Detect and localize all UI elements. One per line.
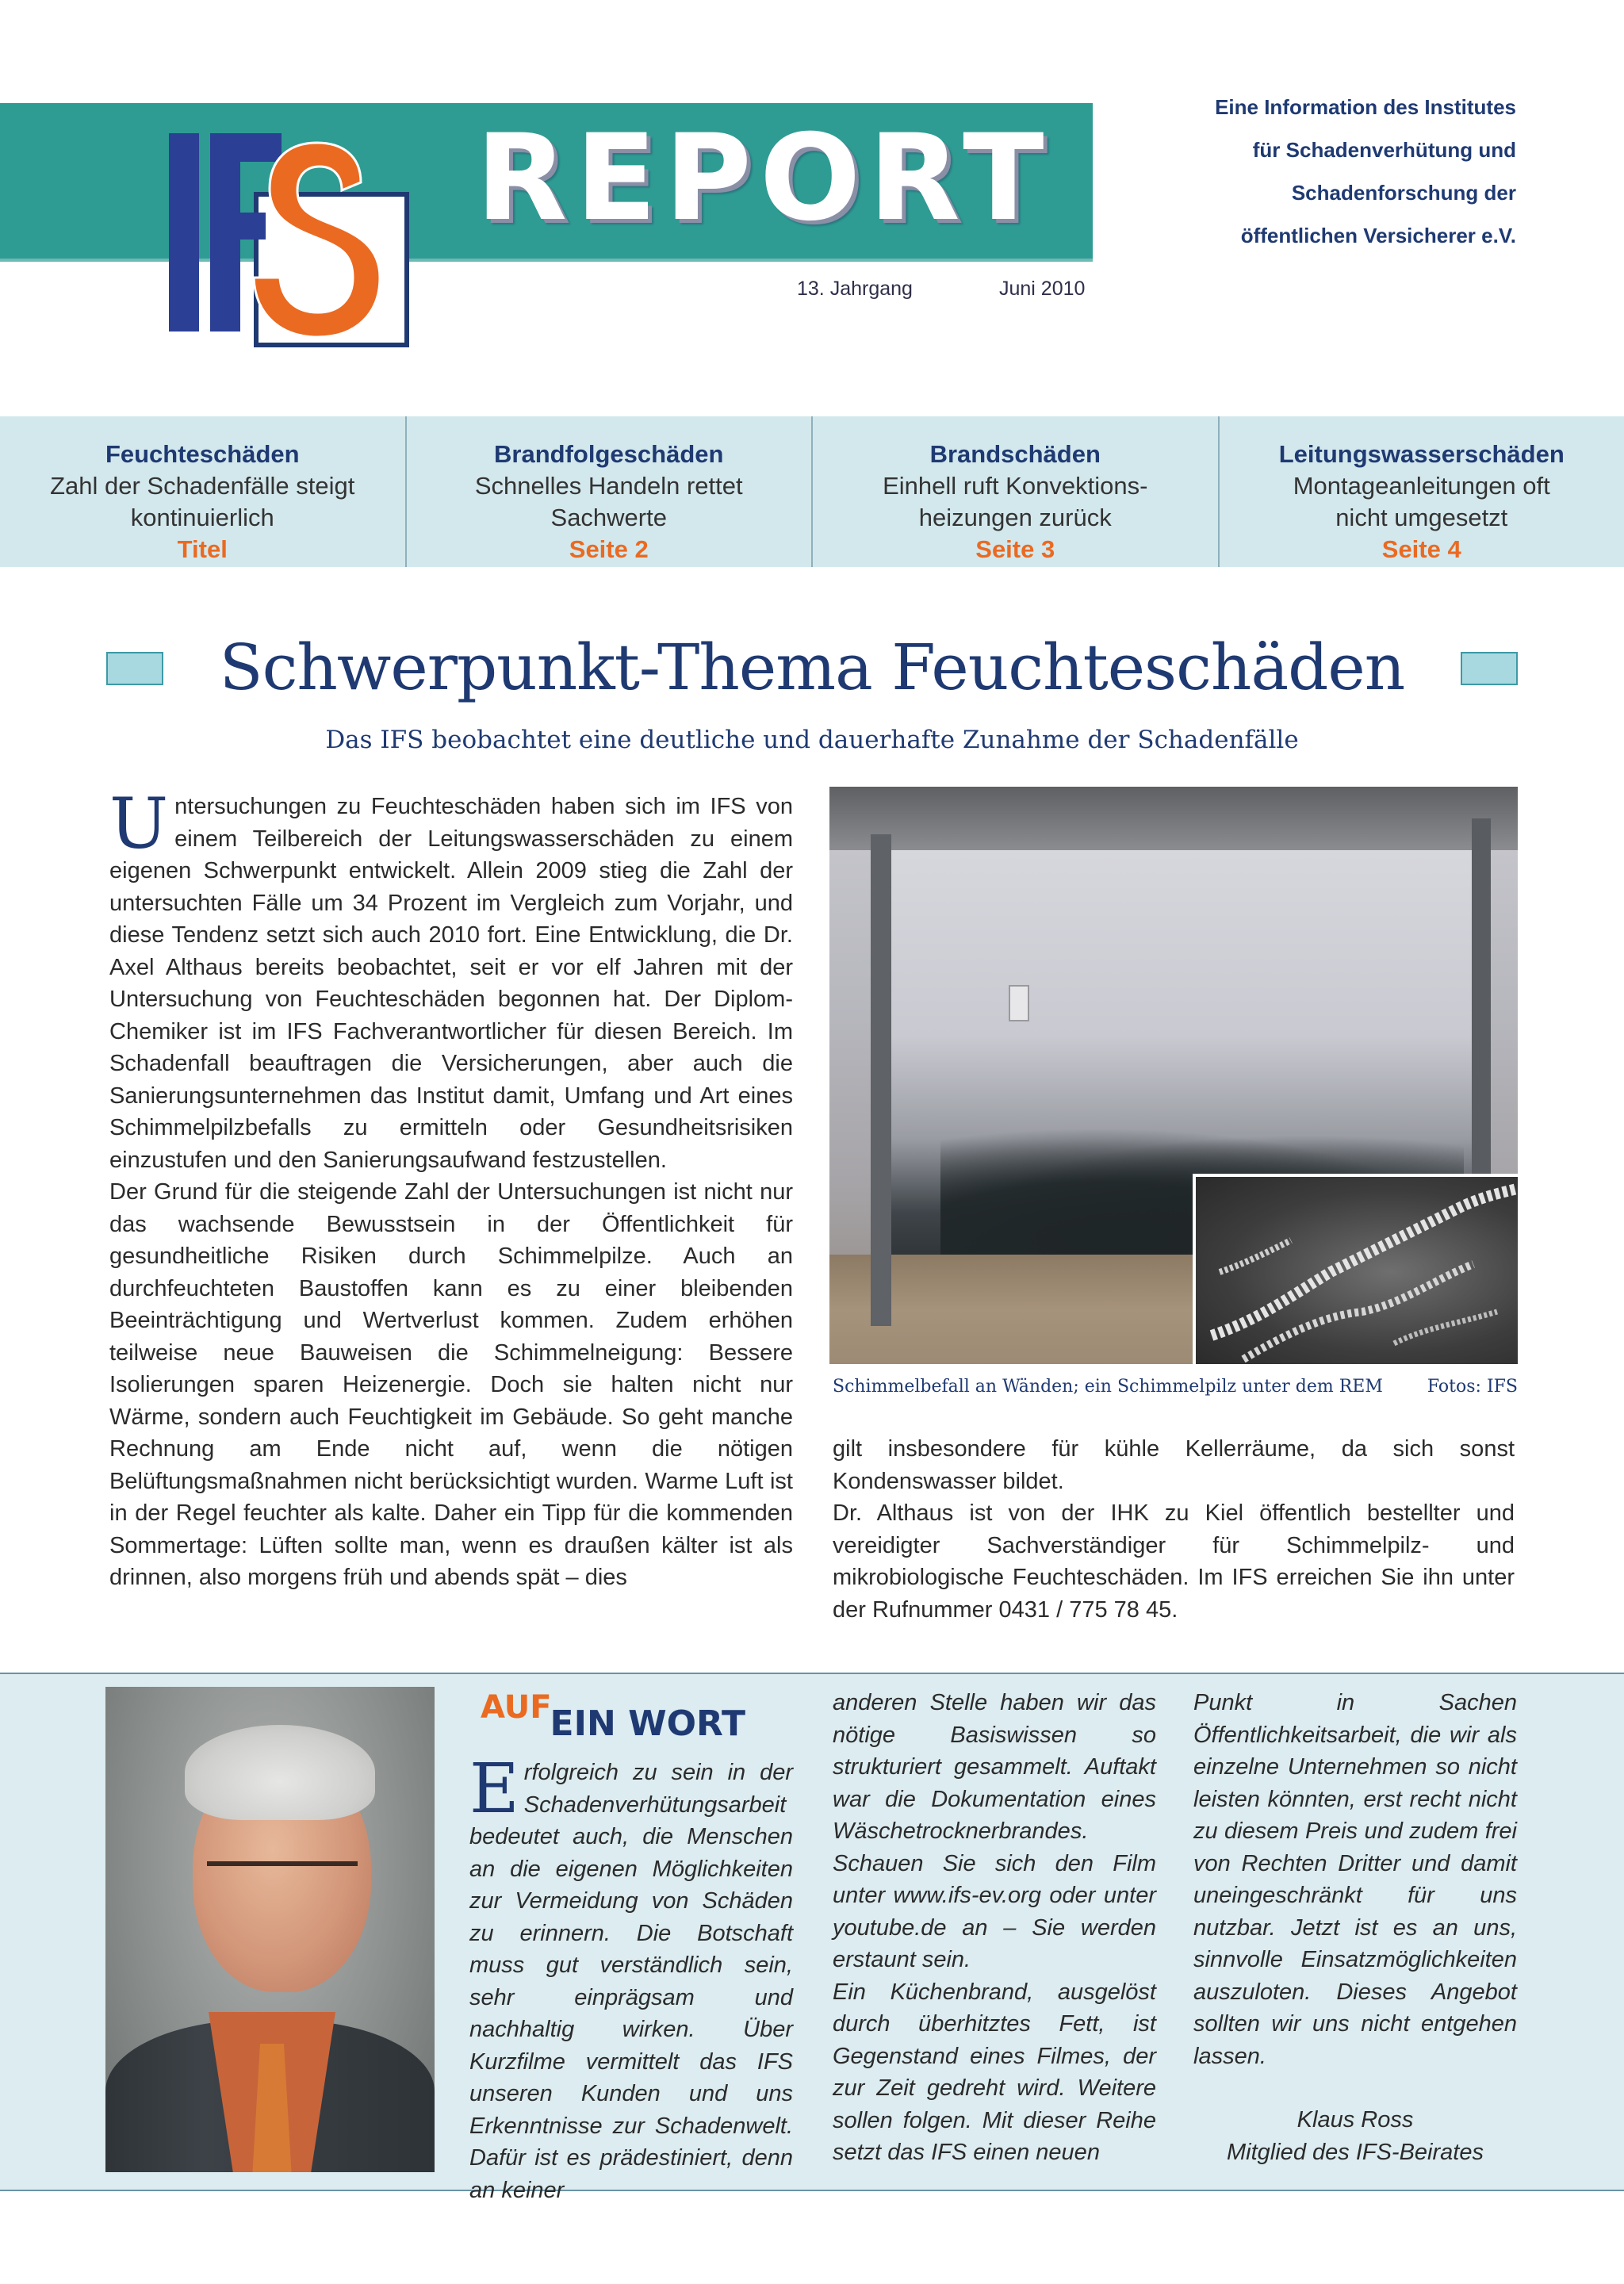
editorial-column-3 bbox=[1193, 1687, 1517, 2168]
teaser-bar bbox=[0, 416, 1624, 567]
teaser-title: Feuchteschäden bbox=[105, 440, 300, 468]
teaser-text: Einhell ruft Konvektions- bbox=[883, 472, 1148, 500]
author-signature bbox=[1193, 2104, 1517, 2168]
publisher-line: Eine Information des Institutes bbox=[1215, 95, 1516, 119]
teaser-title: Brandschäden bbox=[929, 440, 1101, 468]
publisher-line: für Schadenverhütung und bbox=[1252, 138, 1516, 162]
editorial-paragraph bbox=[469, 1749, 793, 2206]
article-paragraph: Der Grund für die steigende Zahl der Untersuchungen ist nicht nur das wachsende Bewusstsein in der Öffentlichkeit für gesundheitliche Risiken durch Schimmelpilze. Auch an durchfeuchteten Baustoffen kann es zu einer bleibenden Beeinträchtigung und Wertverlust kommen. Zudem erhöhen teilweise neue Bauweisen die Schimmelneigung: Bessere Isolierungen sparen Heizenergie. Doch sie halten nicht nur Wärme, sondern auch Feuchtigkeit im Gebäude. So geht manche Rechnung am Ende nicht auf, wenn die nötigen Belüftungsmaßnahmen nicht berücksichtigt wurden. Warme Luft ist in der Regel feuchter als kalte. Daher ein Tipp für die kommenden Sommertage: Lüften sollte man, wenn es draußen kälter ist als drinnen, also morgens früh und abends spät – dies bbox=[109, 1179, 793, 1590]
editorial-paragraph: Ein Küchenbrand, ausgelöst durch überhitztes Fett, ist Gegenstand eines Filmes, der zur Zeit gedreht wird. Weitere sollen folgen. Mit dieser Reihe setzt das IFS einen neuen bbox=[833, 1979, 1156, 2165]
photo-caption: Schimmelbefall an Wänden; ein Schimmelpilz unter dem REM bbox=[833, 1377, 1383, 1397]
photo-post bbox=[871, 834, 891, 1326]
teaser-item[interactable] bbox=[811, 416, 1218, 567]
teaser-title: Leitungswasserschäden bbox=[1278, 440, 1565, 468]
mold-photo bbox=[829, 787, 1518, 1364]
teaser-text: Montageanleitungen oft bbox=[1293, 472, 1550, 500]
editorial-paragraph: anderen Stelle haben wir das nötige Basiswissen so strukturiert gesammelt. Auftakt war die Dokumentation eines Wäschetrocknerbrandes. Schauen Sie sich den Film unter www.ifs-ev.org oder unter youtube.de an – Sie werden erstaunt sein. bbox=[833, 1690, 1156, 1972]
editorial-paragraph: Punkt in Sachen Öffentlichkeitsarbeit, die wir als einzelne Unternehmen so nicht leisten könnten, erst recht nicht zu diesem Preis und zudem frei von Rechten Dritter und damit uneingeschränkt für uns nutzbar. Jetzt ist es an uns, sinnvolle Einsatzmöglichkeiten auszuloten. Dieses Angebot sollten wir uns nicht entgehen lassen. bbox=[1193, 1690, 1517, 2069]
page-subtitle: Das IFS beobachtet eine deutliche und dauerhafte Zunahme der Schadenfälle bbox=[325, 726, 1299, 754]
article-column-left bbox=[109, 783, 793, 1594]
article-paragraph bbox=[109, 783, 793, 1176]
ifs-logo bbox=[163, 119, 448, 357]
drop-cap: E bbox=[469, 1749, 519, 1829]
column-label-bottom: EIN WORT bbox=[550, 1703, 745, 1744]
teaser-text: Sachwerte bbox=[550, 504, 667, 531]
teaser-text: Schnelles Handeln rettet bbox=[474, 472, 743, 500]
teaser-text: Zahl der Schadenfälle steigt bbox=[50, 472, 355, 500]
article-column-right bbox=[833, 1433, 1515, 1626]
column-label bbox=[481, 1689, 745, 1744]
issue-date: Juni 2010 bbox=[999, 278, 1086, 300]
teaser-page: Titel bbox=[177, 535, 228, 563]
report-title: REPORT bbox=[476, 109, 1052, 247]
publisher-line: öffentlichen Versicherer e.V. bbox=[1240, 224, 1516, 247]
article-paragraph: Dr. Althaus ist von der IHK zu Kiel öffentlich bestellter und vereidigter Sachverständiger für Schimmelpilz- und mikrobiologische Feuchteschäden. Im IFS erreichen Sie ihn unter der Rufnummer 0431 / 775 78 45. bbox=[833, 1500, 1515, 1623]
portrait-hair bbox=[185, 1725, 375, 1820]
paragraph-text: ntersuchungen zu Feuchteschäden haben sich im IFS von einem Teilbereich der Leitungswasserschäden zu einem eigenen Schwerpunkt entwickelt. Allein 2009 stieg die Zahl der untersuchten Fälle um 34 Prozent im Vergleich zum Vorjahr, und diese Tendenz setzt sich auch 2010 fort. Eine Entwicklung, die Dr. Axel Althaus bereits beobachtet, seit er vor elf Jahren mit der Untersuchung von Feuchteschäden begonnen hat. Der Diplom-Chemiker ist im IFS Fachverantwortlicher für diesen Bereich. Im Schadenfall beauftragen die Versicherungen, aber auch die Sanierungsunternehmen das Institut damit, Umfang und Art eines Schimmelpilzbefalls zu ermitteln oder Gesundheitsrisiken einzustufen und den Sanierungsaufwand festzustellen. bbox=[109, 794, 793, 1173]
article-paragraph: gilt insbesondere für kühle Kellerräume, da sich sonst Kondenswasser bildet. bbox=[833, 1436, 1515, 1494]
author-portrait bbox=[105, 1687, 435, 2172]
publisher-info bbox=[1072, 86, 1516, 257]
photo-ceiling bbox=[829, 787, 1518, 850]
issue-volume: 13. Jahrgang bbox=[797, 278, 913, 300]
teaser-page: Seite 4 bbox=[1381, 535, 1461, 563]
teaser-item[interactable] bbox=[405, 416, 812, 567]
column-label-top: AUF bbox=[481, 1689, 552, 1726]
teaser-page: Seite 2 bbox=[569, 535, 649, 563]
author-role: Mitglied des IFS-Beirates bbox=[1227, 2139, 1484, 2165]
editorial-column-2 bbox=[833, 1687, 1156, 2169]
author-name: Klaus Ross bbox=[1297, 2107, 1414, 2133]
editorial-column-1 bbox=[469, 1749, 793, 2206]
photo-credit: Fotos: IFS bbox=[1427, 1377, 1518, 1397]
page-title: Schwerpunkt-Thema Feuchteschäden bbox=[219, 630, 1405, 704]
teaser-text: kontinuierlich bbox=[130, 504, 274, 531]
sem-inset-photo bbox=[1193, 1174, 1518, 1364]
editorial-text: rfolgreich zu sein in der Schadenverhütungsarbeit bedeutet auch, die Menschen an die eigenen Möglichkeiten zur Vermeidung von Schäden zu erinnern. Die Botschaft muss gut verständlich sein, sehr einprägsam und nachhaltig wirken. Über Kurzfilme vermittelt das IFS unseren Kunden und uns Erkenntnisse zur Schadenwelt. Dafür ist es prädestiniert, denn an keiner bbox=[469, 1760, 793, 2203]
photo-light-switch bbox=[1009, 985, 1029, 1021]
teaser-text: heizungen zurück bbox=[918, 504, 1112, 531]
teaser-title: Brandfolgeschäden bbox=[494, 440, 724, 468]
drop-cap: U bbox=[109, 783, 169, 864]
teaser-item[interactable] bbox=[0, 416, 405, 567]
publisher-line: Schadenforschung der bbox=[1291, 181, 1516, 205]
portrait-glasses bbox=[207, 1861, 358, 1898]
teaser-item[interactable] bbox=[1218, 416, 1624, 567]
teaser-page: Seite 3 bbox=[975, 535, 1055, 563]
teaser-text: nicht umgesetzt bbox=[1335, 504, 1508, 531]
